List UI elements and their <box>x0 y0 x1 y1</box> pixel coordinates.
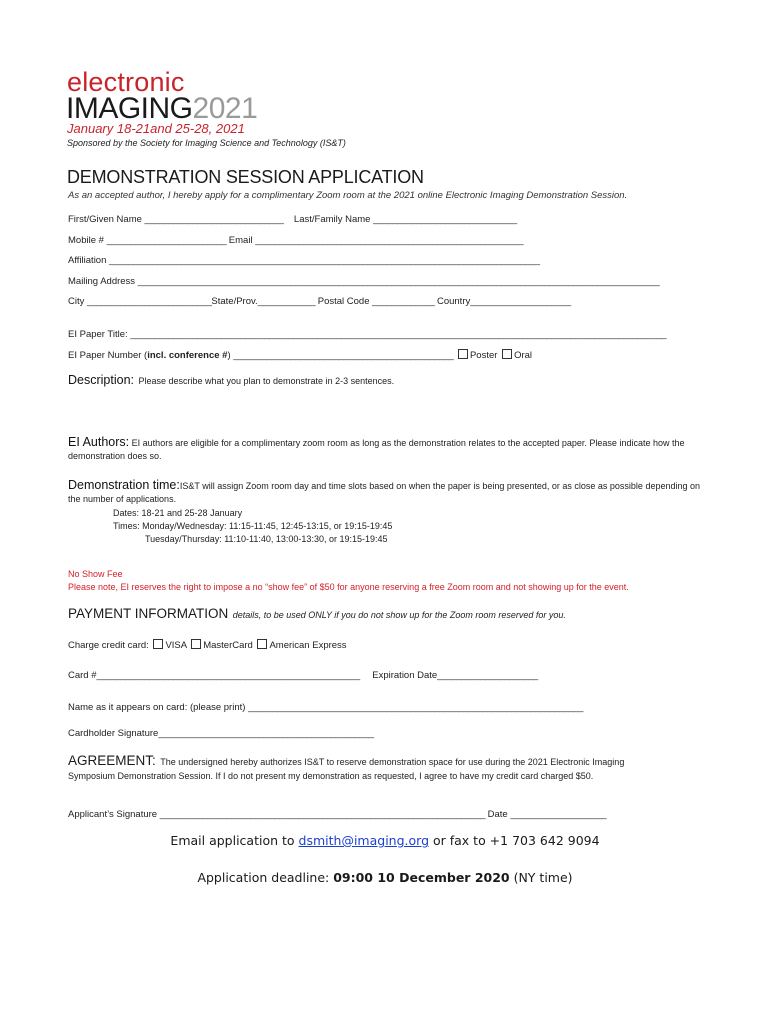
agreement-head: AGREEMENT: <box>68 753 156 768</box>
description-text: Please describe what you plan to demonstrate in 2-3 sentences. <box>138 376 395 386</box>
city-row <box>68 296 571 307</box>
mastercard-checkbox[interactable] <box>191 639 201 649</box>
agreement-text2: Symposium Demonstration Session. If I do not present my demonstration as requested, I agree to have my credit card charged $50. <box>68 771 594 781</box>
poster-label: Poster <box>469 350 498 361</box>
country-field[interactable]: _____________________ <box>470 296 571 307</box>
date-label: Date <box>487 809 508 820</box>
card-name-field[interactable]: ______________________________________________________________________ <box>248 702 583 713</box>
state-label: State/Prov. <box>211 296 258 307</box>
last-name-field[interactable]: ______________________________ <box>373 214 517 225</box>
email-suffix: or fax to +1 703 642 9094 <box>429 833 600 848</box>
oral-checkbox[interactable] <box>502 349 512 359</box>
name-row <box>68 214 517 225</box>
paper-title-label: EI Paper Title: <box>68 329 128 340</box>
payment-note: details, to be used ONLY if you do not show up for the Zoom room reserved for you. <box>232 610 566 620</box>
expiration-field[interactable]: _____________________ <box>437 670 538 681</box>
paper-number-close: ) <box>227 350 231 361</box>
card-name-row <box>68 702 583 713</box>
deadline <box>0 870 770 885</box>
mobile-label: Mobile # <box>68 235 104 246</box>
event-dates: January 18-21and 25-28, 2021 <box>67 121 245 136</box>
description-row <box>68 371 394 389</box>
state-field[interactable]: ____________ <box>257 296 316 307</box>
first-name-label: First/Given Name <box>68 214 142 225</box>
ei-authors-head: EI Authors: <box>68 435 130 449</box>
description-head: Description: <box>68 373 134 387</box>
charge-row <box>68 639 347 651</box>
email-instructions <box>0 833 770 848</box>
deadline-suffix: (NY time) <box>509 870 573 885</box>
payment-row <box>68 605 566 623</box>
sponsor-line: Sponsored by the Society for Imaging Science and Technology (IS&T) <box>67 138 346 148</box>
postal-field[interactable]: _____________ <box>372 296 435 307</box>
paper-number-label: EI Paper Number ( <box>68 350 148 361</box>
applicant-sig-label: Applicant’s Signature <box>68 809 158 820</box>
deadline-bold: 09:00 10 December 2020 <box>333 870 510 885</box>
logo-year: 2021 <box>192 92 258 125</box>
demo-time-block <box>68 479 708 506</box>
demo-dates: Dates: 18-21 and 25-28 January <box>113 508 243 518</box>
cardholder-sig-label: Cardholder Signature <box>68 728 159 739</box>
card-number-field[interactable]: _______________________________________________________ <box>96 670 360 681</box>
demo-times-mw: Times: Monday/Wednesday: 11:15-11:45, 12:45-13:15, or 19:15-19:45 <box>113 521 393 531</box>
postal-label: Postal Code <box>317 296 370 307</box>
country-label: Country <box>436 296 471 307</box>
no-show-head: No Show Fee <box>68 569 123 579</box>
cardholder-sig-row <box>68 728 374 739</box>
form-subtitle: As an accepted author, I hereby apply for a complimentary Zoom room at the 2021 online Electronic Imaging Demonstration Session. <box>68 190 628 201</box>
ei-authors-text: EI authors are eligible for a complimentary zoom room as long as the demonstration relates to the accepted paper. Please indicate how the demonstration does so. <box>68 438 685 461</box>
demo-time-text: IS&T will assign Zoom room day and time slots based on when the paper is being presented, or as close as possible depending on the number of applications. <box>68 481 700 504</box>
email-label: Email <box>228 235 253 246</box>
expiration-label: Expiration Date <box>372 670 438 681</box>
oral-label: Oral <box>514 350 533 361</box>
mastercard-label: MasterCard <box>203 640 253 651</box>
affiliation-row <box>68 255 540 266</box>
city-field[interactable]: __________________________ <box>87 296 212 307</box>
card-name-label: Name as it appears on card: (please print) <box>68 702 246 713</box>
first-name-field[interactable]: _____________________________ <box>144 214 284 225</box>
paper-number-row <box>68 349 532 361</box>
paper-title-row <box>68 329 666 340</box>
no-show-text: Please note, EI reserves the right to impose a no “show fee” of $50 for anyone reserving a free Zoom room and not showing up for the event. <box>68 582 629 592</box>
charge-label: Charge credit card: <box>68 640 149 651</box>
form-title: DEMONSTRATION SESSION APPLICATION <box>67 167 424 187</box>
agreement-text1: The undersigned hereby authorizes IS&T to reserve demonstration space for use during the 2021 Electronic Imaging <box>160 757 625 767</box>
paper-number-field[interactable]: ______________________________________________ <box>233 350 454 361</box>
card-label: Card # <box>68 670 97 681</box>
visa-checkbox[interactable] <box>153 639 163 649</box>
mobile-field[interactable]: _________________________ <box>106 235 227 246</box>
mobile-email-row <box>68 235 523 246</box>
email-field[interactable]: ________________________________________________________ <box>255 235 524 246</box>
mailing-label: Mailing Address <box>68 276 136 287</box>
deadline-prefix: Application deadline: <box>197 870 334 885</box>
amex-checkbox[interactable] <box>257 639 267 649</box>
card-row <box>68 670 538 681</box>
paper-title-field[interactable]: ________________________________________________________________________________________________________________ <box>130 329 667 340</box>
email-link[interactable]: dsmith@imaging.org <box>298 833 429 848</box>
agreement-row1 <box>68 752 624 770</box>
visa-label: VISA <box>165 640 187 651</box>
ei-authors-block <box>68 436 708 463</box>
affiliation-field[interactable]: __________________________________________________________________________________________ <box>109 255 540 266</box>
mailing-row <box>68 276 659 287</box>
demo-times-tt: Tuesday/Thursday: 11:10-11:40, 13:00-13:30, or 19:15-19:45 <box>145 534 388 544</box>
date-field[interactable]: ____________________ <box>510 809 607 820</box>
amex-label: American Express <box>269 640 347 651</box>
logo-imaging-word: IMAGING <box>66 92 193 125</box>
paper-number-bold: incl. conference # <box>147 350 228 361</box>
applicant-sig-row <box>68 809 606 820</box>
last-name-label: Last/Family Name <box>293 214 371 225</box>
mailing-field[interactable]: _____________________________________________________________________________________________________________ <box>137 276 660 287</box>
affiliation-label: Affiliation <box>68 255 107 266</box>
demo-time-head: Demonstration time: <box>68 478 180 492</box>
email-prefix: Email application to <box>170 833 299 848</box>
city-label: City <box>68 296 85 307</box>
applicant-sig-field[interactable]: ____________________________________________________________________ <box>159 809 485 820</box>
payment-head: PAYMENT INFORMATION <box>68 606 229 621</box>
logo-electronic: electronic <box>67 67 185 97</box>
poster-checkbox[interactable] <box>458 349 468 359</box>
cardholder-sig-field[interactable]: _____________________________________________ <box>158 728 374 739</box>
